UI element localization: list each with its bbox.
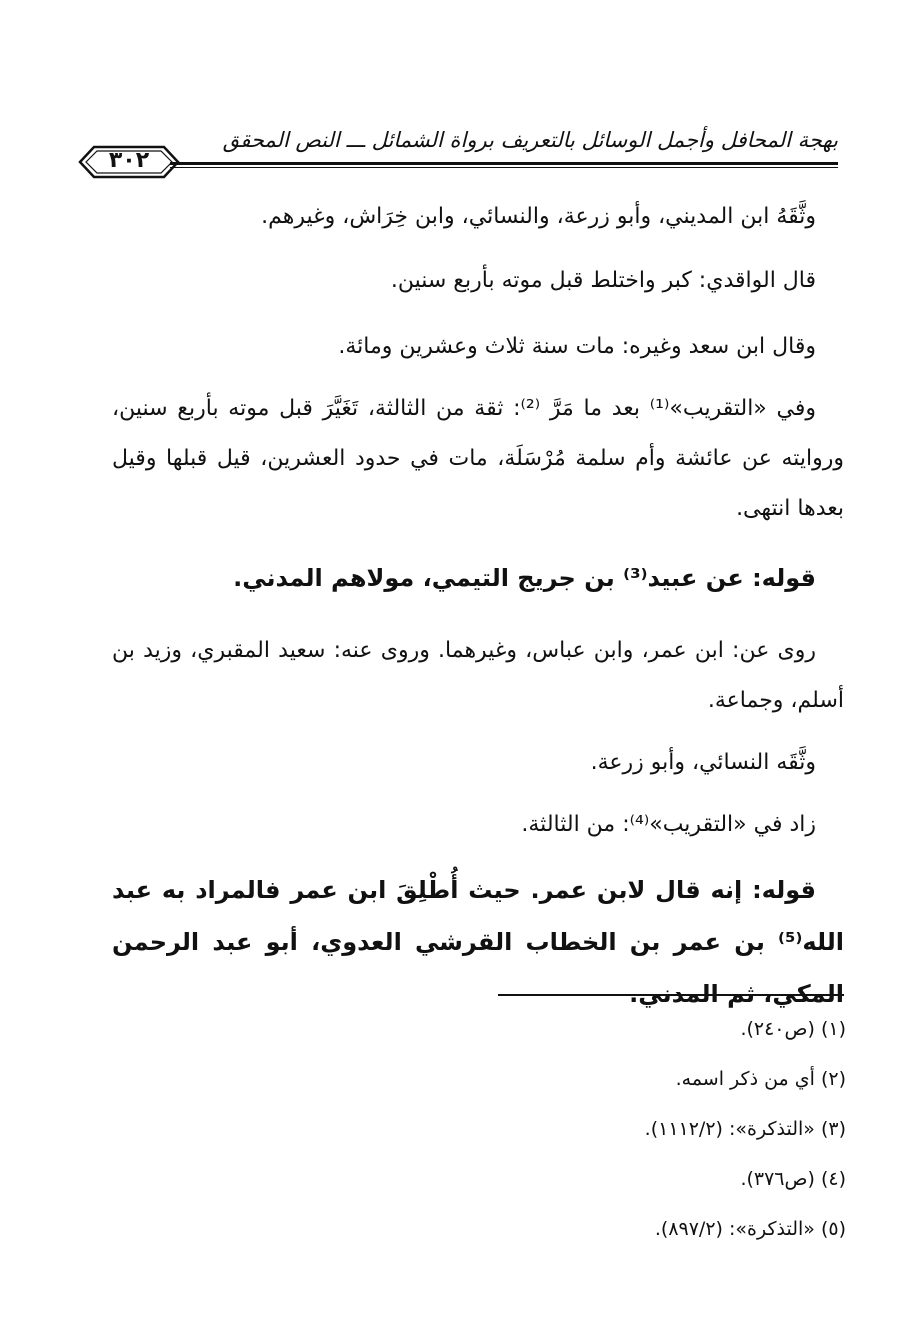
entry-heading-text: قوله: إنه قال لابن عمر. حيث أُطْلِقَ ابن عمر فالمراد به عبد الله⁽⁵⁾ بن عمر بن الخطاب القرشي العدوي، أبو عبد الرحمن المكي، ثم المدني.	[112, 876, 844, 1008]
footnote: (٤) (ص٣٧٦).	[740, 1168, 846, 1190]
paragraph	[112, 738, 844, 788]
footnote-separator	[498, 994, 844, 996]
entry-heading	[112, 552, 844, 604]
paragraph-text: وثَّقَهُ ابن المديني، وأبو زرعة، والنسائي، وابن خِرَاش، وغيرهم.	[261, 204, 816, 229]
footnote: (٢) أي من ذكر اسمه.	[675, 1068, 846, 1090]
paragraph	[112, 626, 844, 726]
paragraph	[112, 322, 844, 372]
footnotes	[112, 1004, 846, 1254]
paragraph	[112, 800, 844, 850]
paragraph-text: وقال ابن سعد وغيره: مات سنة ثلاث وعشرين ومائة.	[338, 334, 816, 359]
page-number-frame	[78, 144, 180, 180]
running-header	[78, 128, 838, 180]
header-rule	[170, 162, 838, 168]
paragraph-text: زاد في «التقريب»⁽⁴⁾: من الثالثة.	[521, 812, 816, 837]
paragraph	[112, 192, 844, 242]
paragraph-text: وفي «التقريب»⁽¹⁾ بعد ما مَرَّ ⁽²⁾: ثقة من الثالثة، تَغَيَّرَ قبل موته بأربع سنين، وروايته عن عائشة وأم سلمة مُرْسَلَة، مات في حدود العشرين، قيل قبلها وقيل بعدها انتهى.	[112, 396, 844, 521]
entry-heading	[112, 864, 844, 1020]
running-header-title: بهجة المحافل وأجمل الوسائل بالتعريف برواة الشمائل ـــ النص المحقق	[222, 128, 838, 152]
paragraph-text: وثَّقَه النسائي، وأبو زرعة.	[590, 750, 816, 775]
footnote: (٥) «التذكرة»: (٨٩٧/٢).	[654, 1218, 846, 1240]
entry-heading-text: قوله: عن عبيد⁽³⁾ بن جريج التيمي، مولاهم المدني.	[233, 564, 816, 592]
paragraph-text: قال الواقدي: كبر واختلط قبل موته بأربع سنين.	[390, 268, 816, 293]
paragraph	[112, 256, 844, 306]
paragraph-text: روى عن: ابن عمر، وابن عباس، وغيرهما. وروى عنه: سعيد المقبري، وزيد بن أسلم، وجماعة.	[112, 638, 844, 713]
footnote: (٣) «التذكرة»: (١١١٢/٢).	[644, 1118, 846, 1140]
paragraph	[112, 384, 844, 534]
page-number: ٣٠٢	[108, 148, 150, 173]
footnote: (١) (ص٢٤٠).	[740, 1018, 846, 1040]
